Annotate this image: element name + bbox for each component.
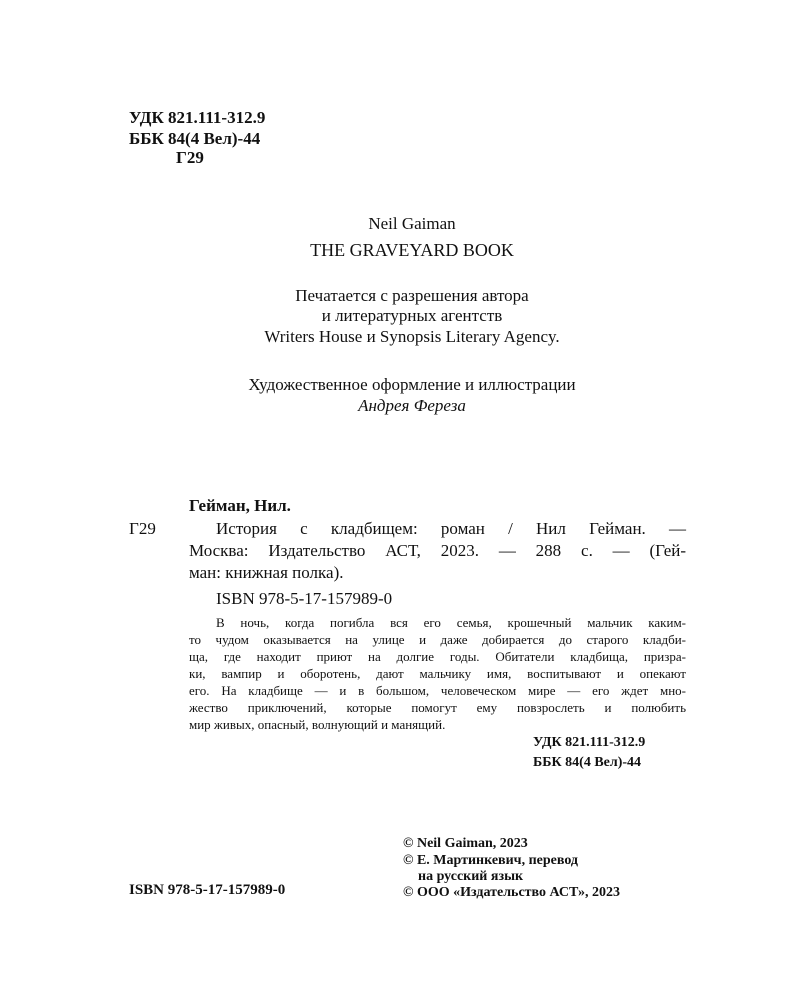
annotation-line: В ночь, когда погибла вся его семья, крошечный мальчик каким- <box>216 615 686 630</box>
annotation-line: мир живых, опасный, волнующий и манящий. <box>189 717 446 732</box>
author-mark-top: Г29 <box>176 148 204 167</box>
original-author: Neil Gaiman <box>368 214 456 233</box>
permission-line-2: и литературных агентств <box>321 306 503 325</box>
catalog-isbn: ISBN 978-5-17-157989-0 <box>216 589 393 608</box>
annotation-line: жество приключений, которые помогут ему повзрослеть и полюбить <box>189 700 686 715</box>
permission-line-1: Печатается с разрешения автора <box>295 286 529 305</box>
permission-line-3: Writers House и Synopsis Literary Agency. <box>264 327 560 346</box>
copyright-author: © Neil Gaiman, 2023 <box>403 836 528 851</box>
catalog-author-mark: Г29 <box>129 519 156 538</box>
annotation-line: то чудом оказывается на улице и даже добирается до старого кладби- <box>189 632 686 647</box>
copyright-translation: © Е. Мартинкевич, перевод <box>403 853 578 868</box>
udk-code-catalog: УДК 821.111-312.9 <box>533 735 646 750</box>
isbn-bottom: ISBN 978-5-17-157989-0 <box>129 882 286 898</box>
catalog-entry-line-3: ман: книжная полка). <box>189 563 344 582</box>
designer-name: Андрея Фереза <box>358 396 466 415</box>
catalog-author-heading: Гейман, Нил. <box>189 496 291 515</box>
udk-code-top: УДК 821.111-312.9 <box>129 108 266 127</box>
design-label: Художественное оформление и иллюстрации <box>248 375 576 394</box>
catalog-entry-line-2: Москва: Издательство АСТ, 2023. — 288 с. — (Гей- <box>189 541 686 560</box>
copyright-translation-cont: на русский язык <box>418 869 524 884</box>
annotation-line: ки, вампир и оборотень, дают мальчику имя, воспитывают и опекают <box>189 666 686 681</box>
annotation-line: ща, где находит приют на долгие годы. Обитатели кладбища, призра- <box>189 649 686 664</box>
catalog-entry-line-1: История с кладбищем: роман / Нил Гейман. — <box>216 519 686 538</box>
annotation <box>189 614 686 733</box>
original-title: THE GRAVEYARD BOOK <box>310 240 514 260</box>
bbk-code-catalog: ББК 84(4 Вел)-44 <box>533 755 642 770</box>
copyright-publisher: © ООО «Издательство АСТ», 2023 <box>403 885 621 900</box>
annotation-line: его. На кладбище — и в большом, человеческом мире — его ждет мно- <box>189 683 686 698</box>
bbk-code-top: ББК 84(4 Вел)-44 <box>129 129 261 148</box>
